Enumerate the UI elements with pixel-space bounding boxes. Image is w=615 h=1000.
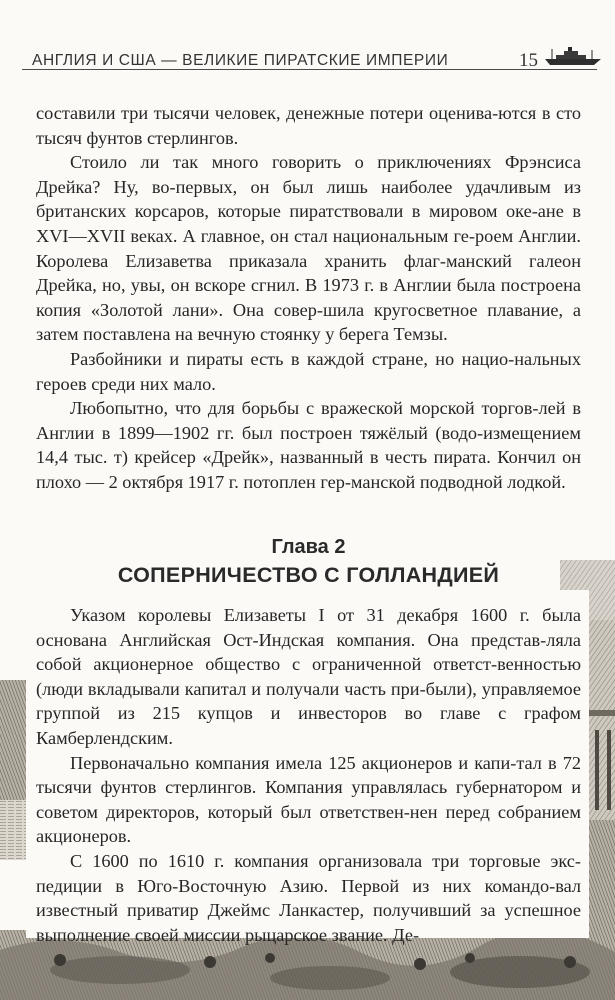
running-title: АНГЛИЯ И США — ВЕЛИКИЕ ПИРАТСКИЕ ИМПЕРИИ	[32, 52, 449, 69]
steamship-icon	[544, 46, 602, 66]
paragraph: Любопытно, что для борьбы с вражеской морской торгов-лей в Англии в 1899—1902 гг. был построен тяжёлый (водо-измещением 14,4 тыс. т) крейсер «Дрейк», названный в честь пирата. Кончил он плохо — 2 октября 1917 г. потоплен гер-манской подводной лодкой.	[36, 398, 581, 492]
paragraph: С 1600 по 1610 г. компания организовала три торговые экс-педиции в Юго-Восточную Азию. Первой из них командо-вал известный приватир Джеймс Ланкастер, получивший за успешное выполнение своей миссии рыцарское звание. Де-	[36, 850, 581, 945]
paragraph: Первоначально компания имела 125 акционеров и капи-тал в 72 тысячи фунтов стерлингов. Компания управлялась губернатором и советом директоров, который был ответствен-нен перед собранием акционеров.	[36, 752, 581, 847]
chapter-label: Глава 2	[271, 536, 346, 558]
text-section-1	[36, 101, 581, 495]
chapter-title: СОПЕРНИЧЕСТВО С ГОЛЛАНДИЕЙ	[117, 563, 500, 587]
paragraph: Разбойники и пираты есть в каждой стране, но нацио-нальных героев среди них мало.	[36, 348, 581, 394]
running-header	[22, 40, 597, 80]
paragraph: Указом королевы Елизаветы I от 31 декабря 1600 г. была основана Английская Ост-Индская компания. Она представ-ляла собой акционерное общество с ограниченной ответст-венностью (люди вкладывали капитал и получали часть при-были), управляемое группой из 215 купцов и инвесторов во главе с графом Камберлендским.	[36, 605, 581, 748]
header-rule	[22, 69, 597, 70]
text-section-2	[36, 603, 581, 947]
page-number: 15	[519, 50, 538, 71]
paragraph: Стоило ли так много говорить о приключениях Фрэнсиса Дрейка? Ну, во-первых, он был лишь наиболее удачливым из британских корсаров, которые пиратствовали в мировом оке-ане в XVI—XVII веках. А главное, он стал национальным ге-роем Англии. Королева Елизаветва приказала хранить флаг-манский галеон Дрейка, но, увы, он вскоре сгнил. В 1973 г. в Англии была построена копия «Золотой лани». Она совер-шила кругосветное плавание, а затем поставлена на вечную стоянку у берега Темзы.	[36, 152, 581, 345]
paragraph: составили три тысячи человек, денежные потери оценива-ются в сто тысяч фунтов стерлингов.	[36, 103, 581, 148]
